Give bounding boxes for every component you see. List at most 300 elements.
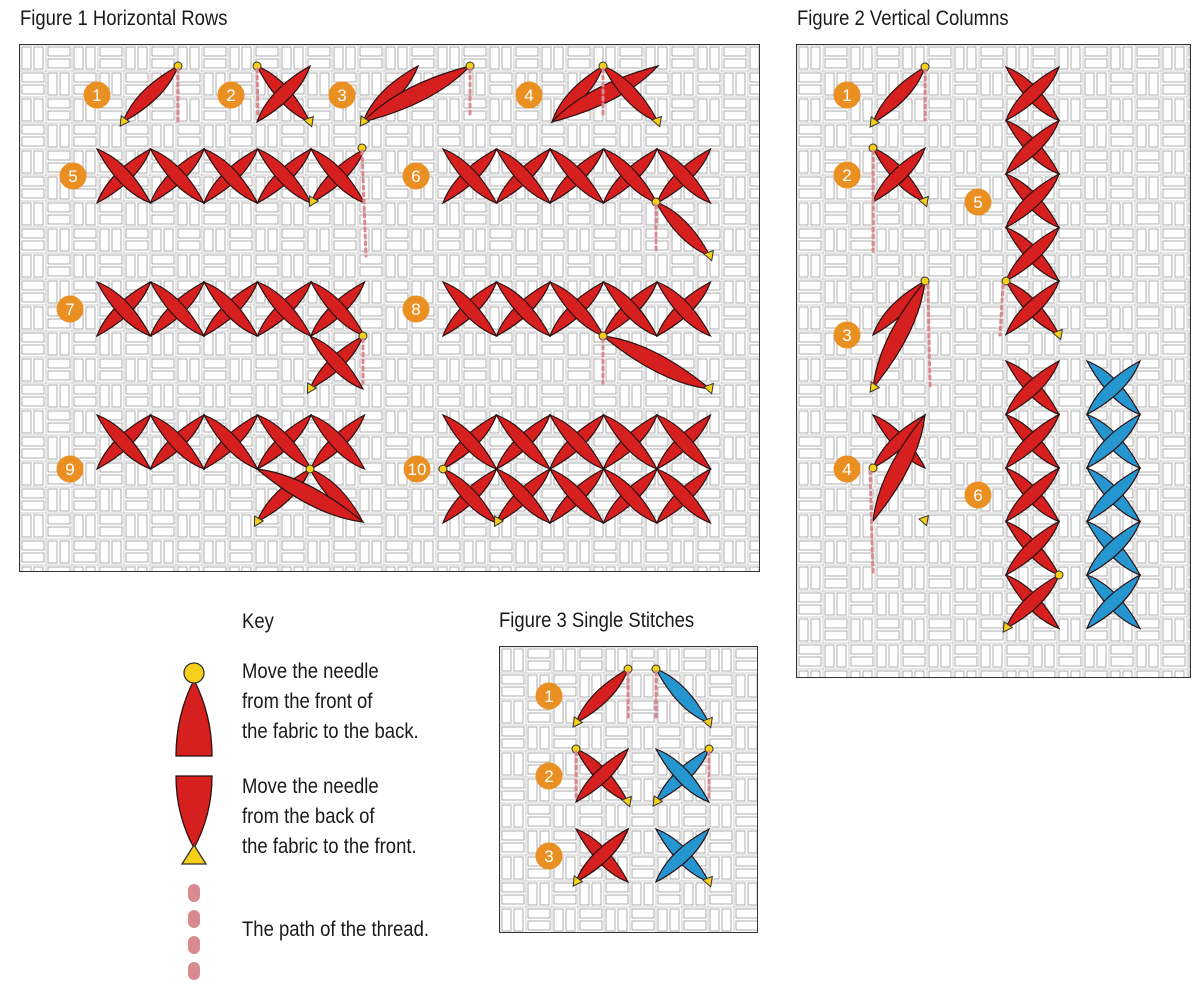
key-text-line: the fabric to the front. <box>242 835 417 858</box>
weave-thread <box>877 619 899 628</box>
weave-thread <box>632 541 641 563</box>
weave-thread <box>1189 99 1191 108</box>
weave-thread <box>1059 501 1081 510</box>
weave-thread <box>580 909 602 918</box>
weave-thread <box>632 883 641 905</box>
weave-thread <box>386 345 408 354</box>
weave-thread <box>580 541 589 563</box>
weave-thread <box>724 255 746 264</box>
weave-thread <box>594 203 603 225</box>
weave-thread <box>1189 631 1191 640</box>
weave-thread <box>566 857 575 879</box>
weave-thread <box>580 817 602 826</box>
weave-thread <box>1137 99 1159 108</box>
weave-thread <box>1189 163 1191 172</box>
weave-thread <box>646 85 668 94</box>
weave-thread <box>698 99 707 121</box>
weave-thread <box>825 267 847 276</box>
weave-thread <box>799 449 821 458</box>
weave-thread <box>398 255 407 277</box>
weave-thread <box>450 47 459 69</box>
badge-label: 10 <box>407 460 427 479</box>
weave-thread <box>620 463 642 472</box>
weave-thread <box>632 385 641 407</box>
weave-thread <box>825 579 847 588</box>
weave-thread <box>438 99 447 121</box>
weave-thread <box>282 203 291 225</box>
weave-thread <box>710 739 732 748</box>
weave-thread <box>1059 125 1081 134</box>
weave-thread <box>1175 359 1184 381</box>
weave-thread <box>516 359 538 368</box>
weave-thread <box>502 831 524 840</box>
weave-thread <box>1175 515 1184 537</box>
weave-thread <box>438 203 447 225</box>
weave-thread <box>308 125 317 147</box>
weave-thread <box>1059 411 1068 433</box>
weave-thread <box>1071 515 1080 537</box>
weave-thread <box>308 567 330 572</box>
weave-thread <box>941 229 950 251</box>
weave-thread <box>542 541 564 550</box>
weave-thread <box>476 541 485 563</box>
key-needle-out-shape <box>176 680 212 756</box>
weave-thread <box>594 125 616 134</box>
weave-thread <box>736 765 758 774</box>
weave-thread <box>811 359 820 381</box>
weave-thread <box>386 385 408 394</box>
weave-thread <box>903 657 925 666</box>
weave-thread <box>360 267 382 276</box>
weave-thread <box>632 857 654 866</box>
weave-thread <box>981 541 990 563</box>
weave-thread <box>696 675 705 697</box>
weave-thread <box>1137 423 1159 432</box>
weave-thread <box>644 883 653 905</box>
weave-thread <box>554 47 563 69</box>
weave-thread <box>282 541 304 550</box>
weave-thread <box>1189 671 1191 678</box>
badge-label: 5 <box>973 193 983 212</box>
weave-thread <box>542 553 564 562</box>
weave-thread <box>606 255 615 277</box>
weave-thread <box>646 137 668 146</box>
weave-thread <box>903 229 925 238</box>
weave-thread <box>710 203 719 225</box>
weave-thread <box>438 47 447 69</box>
weave-thread <box>464 385 473 407</box>
weave-thread <box>620 151 642 160</box>
weave-thread <box>594 397 616 406</box>
weave-thread <box>670 909 679 931</box>
weave-thread <box>851 229 873 238</box>
weave-thread <box>334 463 343 485</box>
weave-thread <box>1111 619 1120 641</box>
weave-thread <box>606 895 628 904</box>
weave-thread <box>941 333 950 355</box>
weave-thread <box>580 727 589 749</box>
weave-thread <box>698 541 720 550</box>
weave-thread <box>1059 73 1081 82</box>
weave-thread <box>672 267 694 276</box>
weave-thread <box>554 255 563 277</box>
weave-thread <box>516 541 525 563</box>
weave-thread <box>710 779 732 788</box>
weave-thread <box>542 125 564 134</box>
badge-label: 9 <box>65 460 75 479</box>
weave-thread <box>955 85 977 94</box>
weave-thread <box>644 675 653 697</box>
weave-thread <box>941 73 950 95</box>
weave-thread <box>750 281 760 290</box>
weave-thread <box>438 229 460 238</box>
weave-thread <box>580 649 602 658</box>
figure-1-title: Figure 1 Horizontal Rows <box>20 7 228 30</box>
weave-thread <box>877 73 886 95</box>
weave-thread <box>750 501 760 510</box>
weave-thread <box>889 229 898 251</box>
weave-thread <box>516 333 525 355</box>
weave-thread <box>1163 463 1172 485</box>
weave-thread <box>568 411 590 420</box>
weave-thread <box>1149 437 1158 459</box>
weave-thread <box>1149 385 1158 407</box>
weave-thread <box>346 47 355 69</box>
badge-label: 3 <box>337 86 347 105</box>
weave-thread <box>386 515 395 537</box>
figure-3-single-stitches <box>499 646 758 933</box>
weave-thread <box>268 125 277 147</box>
weave-thread <box>736 177 745 199</box>
weave-thread <box>554 675 576 684</box>
weave-thread <box>308 541 317 563</box>
weave-thread <box>1163 553 1185 562</box>
weave-thread <box>736 909 758 918</box>
weave-thread <box>672 541 681 563</box>
weave-thread <box>386 541 408 550</box>
weave-thread <box>386 47 395 69</box>
weave-thread <box>955 645 977 654</box>
weave-thread <box>929 423 951 432</box>
weave-thread <box>516 47 538 56</box>
weave-thread <box>955 619 964 641</box>
weave-thread <box>750 359 759 381</box>
weave-thread <box>632 649 654 658</box>
weave-thread <box>799 553 821 562</box>
weave-thread <box>799 255 808 277</box>
weave-thread <box>386 151 395 173</box>
weave-thread <box>1163 645 1185 654</box>
weave-thread <box>724 333 733 355</box>
weave-thread <box>825 527 847 536</box>
weave-thread <box>1175 151 1184 173</box>
weave-thread <box>1137 47 1159 56</box>
weave-thread <box>294 47 303 69</box>
weave-thread <box>542 137 564 146</box>
weave-thread <box>981 163 1003 172</box>
weave-thread <box>346 203 355 225</box>
weave-thread <box>632 713 654 722</box>
weave-thread <box>941 541 950 563</box>
weave-thread <box>554 649 563 671</box>
weave-thread <box>372 125 381 147</box>
weave-thread <box>710 307 719 329</box>
weave-thread <box>1085 333 1094 355</box>
weave-thread <box>1189 541 1191 563</box>
weave-thread <box>334 203 343 225</box>
weave-thread <box>825 151 847 160</box>
badge-label: 2 <box>842 166 852 185</box>
weave-thread <box>438 307 447 329</box>
weave-thread <box>941 489 950 511</box>
weave-thread <box>386 333 408 342</box>
weave-thread <box>294 515 303 537</box>
weave-thread <box>929 489 938 511</box>
weave-thread <box>736 73 745 95</box>
weave-thread <box>502 895 524 904</box>
weave-thread <box>568 463 590 472</box>
weave-thread <box>1189 151 1191 160</box>
weave-thread <box>750 177 760 186</box>
weave-thread <box>568 229 577 251</box>
weave-thread <box>1007 645 1029 654</box>
weave-thread <box>1163 255 1172 277</box>
weave-thread <box>1111 99 1120 121</box>
weave-thread <box>1137 579 1159 588</box>
weave-thread <box>282 241 304 250</box>
weave-thread <box>684 805 706 814</box>
weave-thread <box>967 567 976 589</box>
weave-thread <box>334 541 356 550</box>
weave-thread <box>594 489 616 498</box>
weave-thread <box>724 359 746 368</box>
weave-thread <box>1071 151 1080 173</box>
weave-thread <box>1007 47 1016 69</box>
weave-thread <box>1149 125 1158 147</box>
weave-thread <box>412 541 421 563</box>
weave-thread <box>1123 671 1132 678</box>
weave-thread <box>528 385 537 407</box>
weave-thread <box>1137 593 1146 615</box>
weave-thread <box>1059 605 1081 614</box>
weave-thread <box>282 345 304 354</box>
weave-thread <box>1175 671 1184 678</box>
weave-thread <box>825 215 847 224</box>
weave-thread <box>799 189 821 198</box>
weave-thread <box>672 203 694 212</box>
weave-thread <box>851 397 873 406</box>
weave-thread <box>672 411 694 420</box>
weave-thread <box>528 869 550 878</box>
weave-thread <box>592 883 601 905</box>
key-title: Key <box>242 610 274 633</box>
weave-thread <box>1163 73 1185 82</box>
weave-thread <box>903 567 912 589</box>
weave-thread <box>528 921 550 930</box>
weave-thread <box>929 385 938 407</box>
weave-thread <box>722 649 731 671</box>
weave-thread <box>799 177 821 186</box>
weave-thread <box>516 411 538 420</box>
weave-thread <box>736 385 745 407</box>
weave-thread <box>799 567 808 589</box>
weave-thread <box>698 489 720 498</box>
weave-thread <box>877 645 886 667</box>
weave-thread <box>903 241 925 250</box>
weave-thread <box>1149 645 1158 667</box>
weave-thread <box>748 779 757 801</box>
weave-thread <box>542 397 564 406</box>
weave-thread <box>334 515 343 537</box>
weave-thread <box>915 671 924 678</box>
weave-thread <box>1189 333 1191 355</box>
weave-thread <box>594 437 616 446</box>
weave-thread <box>268 229 277 251</box>
weave-thread <box>877 527 899 536</box>
weave-thread <box>1137 59 1159 68</box>
weave-thread <box>1085 151 1107 160</box>
weave-thread <box>1059 553 1081 562</box>
weave-thread <box>1097 125 1106 147</box>
weave-thread <box>722 701 731 723</box>
weave-thread <box>710 883 732 892</box>
weave-thread <box>1085 73 1094 95</box>
weave-thread <box>632 661 654 670</box>
weave-thread <box>698 73 720 82</box>
weave-thread <box>606 727 628 736</box>
thread-path-icon <box>188 884 200 902</box>
weave-thread <box>334 125 356 134</box>
weave-thread <box>424 125 433 147</box>
weave-thread <box>1163 657 1185 666</box>
weave-thread <box>967 255 976 277</box>
weave-thread <box>620 527 642 536</box>
weave-thread <box>750 567 759 572</box>
weave-thread <box>646 47 655 69</box>
weave-thread <box>811 411 820 433</box>
weave-thread <box>698 125 720 134</box>
weave-thread <box>1019 47 1028 69</box>
weave-thread <box>799 359 808 381</box>
weave-thread <box>903 397 925 406</box>
weave-thread <box>851 449 873 458</box>
figure-2-title: Figure 2 Vertical Columns <box>797 7 1009 30</box>
weave-thread <box>1189 385 1191 407</box>
weave-thread <box>750 553 760 562</box>
weave-thread <box>724 319 746 328</box>
weave-thread <box>929 99 951 108</box>
weave-thread <box>1137 177 1146 199</box>
weave-thread <box>811 619 820 641</box>
weave-thread <box>672 255 694 264</box>
weave-thread <box>386 501 408 510</box>
weave-thread <box>606 649 615 671</box>
weave-thread <box>542 567 551 572</box>
weave-thread <box>1059 229 1081 238</box>
weave-thread <box>724 229 733 251</box>
weave-thread <box>750 137 760 146</box>
weave-thread <box>981 579 1003 588</box>
weave-thread <box>825 333 834 355</box>
weave-thread <box>334 73 356 82</box>
weave-thread <box>903 501 925 510</box>
weave-thread <box>684 385 693 407</box>
weave-thread <box>620 111 642 120</box>
weave-thread <box>1149 73 1158 95</box>
weave-thread <box>929 645 938 667</box>
key-text-line: Move the needle <box>242 660 379 683</box>
weave-thread <box>1085 203 1107 212</box>
weave-thread <box>528 805 550 814</box>
weave-thread <box>1189 619 1191 628</box>
weave-thread <box>1189 319 1191 328</box>
weave-thread <box>438 255 447 277</box>
weave-thread <box>464 203 486 212</box>
weave-thread <box>799 605 821 614</box>
badge-label: 1 <box>544 687 554 706</box>
weave-thread <box>464 255 486 264</box>
weave-thread <box>1059 671 1068 678</box>
weave-thread <box>568 527 590 536</box>
weave-thread <box>1111 241 1133 250</box>
weave-thread <box>620 411 642 420</box>
weave-thread <box>1033 631 1055 640</box>
weave-thread <box>811 515 820 537</box>
weave-thread <box>724 567 746 572</box>
weave-thread <box>1111 293 1133 302</box>
weave-thread <box>1149 489 1158 511</box>
weave-thread <box>528 541 537 563</box>
weave-thread <box>748 727 757 749</box>
weave-thread <box>516 527 538 536</box>
weave-thread <box>1137 319 1159 328</box>
weave-thread <box>955 553 977 562</box>
weave-thread <box>268 541 277 563</box>
weave-thread <box>450 203 459 225</box>
weave-thread <box>1149 177 1158 199</box>
weave-thread <box>889 125 898 147</box>
weave-thread <box>929 319 951 328</box>
weave-thread <box>386 189 408 198</box>
weave-thread <box>490 437 512 446</box>
weave-thread <box>736 883 745 905</box>
weave-thread <box>684 727 693 749</box>
weave-thread <box>1111 229 1133 238</box>
weave-thread <box>620 47 642 56</box>
weave-thread <box>929 541 938 563</box>
weave-thread <box>646 567 655 572</box>
weave-thread <box>554 883 576 892</box>
weave-thread <box>981 307 1003 316</box>
weave-thread <box>1033 333 1042 355</box>
weave-thread <box>320 125 329 147</box>
weave-thread <box>903 125 925 134</box>
weave-thread <box>360 73 369 95</box>
weave-thread <box>606 701 615 723</box>
weave-thread <box>724 59 746 68</box>
weave-thread <box>632 753 654 762</box>
weave-thread <box>903 385 925 394</box>
weave-thread <box>1137 671 1159 678</box>
weave-thread <box>825 177 834 199</box>
weave-thread <box>750 85 760 94</box>
weave-thread <box>941 177 950 199</box>
weave-thread <box>1111 73 1133 82</box>
weave-thread <box>736 831 745 853</box>
weave-thread <box>308 437 317 459</box>
weave-thread <box>1163 437 1185 446</box>
weave-thread <box>1163 85 1185 94</box>
